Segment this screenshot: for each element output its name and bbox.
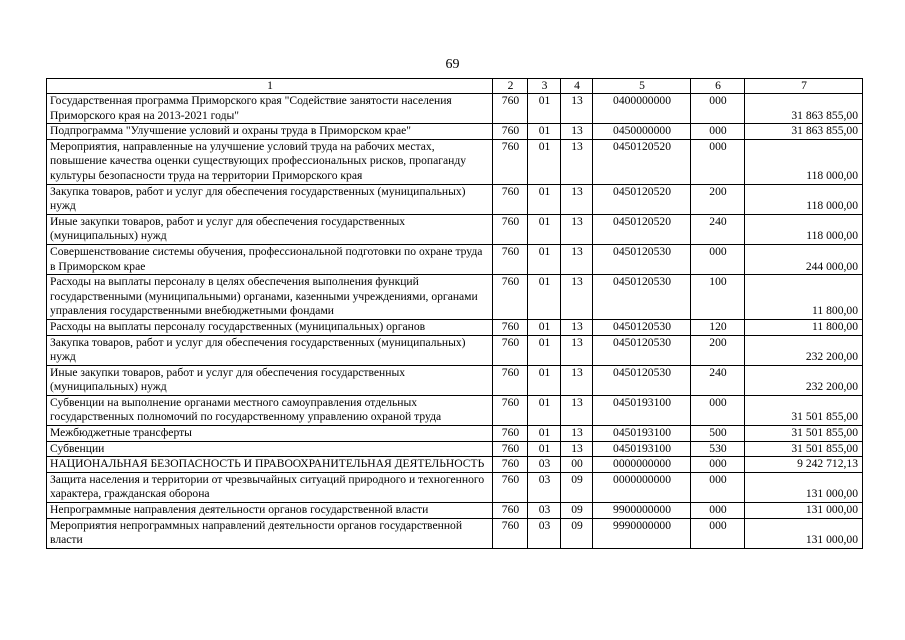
row-target-article-cell: 0000000000: [593, 457, 691, 473]
row-subsection-cell: 13: [561, 94, 593, 124]
row-name-cell: Защита населения и территории от чрезвычайных ситуаций природного и техногенного характера, гражданская оборона: [47, 472, 493, 502]
row-subsection-cell: 09: [561, 472, 593, 502]
row-ved-cell: 760: [493, 244, 528, 274]
row-target-article-cell: 9990000000: [593, 518, 691, 548]
row-section-cell: 01: [528, 275, 561, 320]
row-amount-cell: 232 200,00: [745, 335, 863, 365]
row-amount-cell: 31 501 855,00: [745, 395, 863, 425]
table-row: [47, 503, 863, 519]
row-target-article-cell: 0450120520: [593, 139, 691, 184]
row-amount-cell: 9 242 712,13: [745, 457, 863, 473]
row-subsection-cell: 13: [561, 335, 593, 365]
row-ved-cell: 760: [493, 124, 528, 140]
row-expense-type-cell: 240: [691, 214, 745, 244]
row-section-cell: 03: [528, 518, 561, 548]
row-amount-cell: 11 800,00: [745, 275, 863, 320]
row-ved-cell: 760: [493, 472, 528, 502]
row-ved-cell: 760: [493, 395, 528, 425]
row-section-cell: 01: [528, 441, 561, 457]
row-expense-type-cell: 000: [691, 124, 745, 140]
table-row: [47, 441, 863, 457]
row-expense-type-cell: 200: [691, 335, 745, 365]
row-ved-cell: 760: [493, 441, 528, 457]
row-amount-cell: 31 501 855,00: [745, 426, 863, 442]
row-expense-type-cell: 000: [691, 518, 745, 548]
row-section-cell: 01: [528, 124, 561, 140]
row-ved-cell: 760: [493, 365, 528, 395]
row-amount-cell: 118 000,00: [745, 214, 863, 244]
row-target-article-cell: 9900000000: [593, 503, 691, 519]
row-target-article-cell: 0450120530: [593, 244, 691, 274]
row-target-article-cell: 0450120530: [593, 275, 691, 320]
row-name-cell: Мероприятия непрограммных направлений деятельности органов государственной власти: [47, 518, 493, 548]
row-section-cell: 01: [528, 214, 561, 244]
row-name-cell: Мероприятия, направленные на улучшение условий труда на рабочих местах, повышение качества оценки существующих профессиональных рисков, пропаганду культуры безопасности труда на территории Приморского края: [47, 139, 493, 184]
table-row: [47, 94, 863, 124]
page-number: 69: [445, 57, 460, 72]
row-name-cell: Государственная программа Приморского края "Содействие занятости населения Приморского края на 2013-2021 годы": [47, 94, 493, 124]
row-target-article-cell: 0000000000: [593, 472, 691, 502]
row-ved-cell: 760: [493, 518, 528, 548]
row-section-cell: 03: [528, 503, 561, 519]
row-amount-cell: 31 863 855,00: [745, 124, 863, 140]
table-header-row: [47, 79, 863, 94]
row-expense-type-cell: 000: [691, 503, 745, 519]
row-expense-type-cell: 120: [691, 319, 745, 335]
row-target-article-cell: 0450120530: [593, 365, 691, 395]
row-expense-type-cell: 500: [691, 426, 745, 442]
row-ved-cell: 760: [493, 214, 528, 244]
column-header: 5: [593, 79, 691, 94]
row-expense-type-cell: 000: [691, 139, 745, 184]
row-section-cell: 01: [528, 319, 561, 335]
row-subsection-cell: 13: [561, 441, 593, 457]
row-section-cell: 01: [528, 184, 561, 214]
row-ved-cell: 760: [493, 139, 528, 184]
table-row: [47, 365, 863, 395]
row-expense-type-cell: 000: [691, 94, 745, 124]
row-subsection-cell: 13: [561, 365, 593, 395]
row-ved-cell: 760: [493, 94, 528, 124]
row-section-cell: 01: [528, 94, 561, 124]
row-amount-cell: 131 000,00: [745, 503, 863, 519]
row-amount-cell: 11 800,00: [745, 319, 863, 335]
row-amount-cell: 31 863 855,00: [745, 94, 863, 124]
row-target-article-cell: 0450120520: [593, 184, 691, 214]
row-subsection-cell: 13: [561, 184, 593, 214]
row-subsection-cell: 13: [561, 214, 593, 244]
row-target-article-cell: 0450193100: [593, 441, 691, 457]
row-section-cell: 01: [528, 426, 561, 442]
row-name-cell: Непрограммные направления деятельности органов государственной власти: [47, 503, 493, 519]
row-subsection-cell: 13: [561, 124, 593, 140]
row-ved-cell: 760: [493, 503, 528, 519]
row-name-cell: Подпрограмма "Улучшение условий и охраны труда в Приморском крае": [47, 124, 493, 140]
row-subsection-cell: 13: [561, 275, 593, 320]
table-body: [47, 79, 863, 549]
row-name-cell: Иные закупки товаров, работ и услуг для обеспечения государственных (муниципальных) нужд: [47, 365, 493, 395]
row-section-cell: 01: [528, 139, 561, 184]
row-name-cell: Субвенции: [47, 441, 493, 457]
row-expense-type-cell: 000: [691, 244, 745, 274]
row-subsection-cell: 13: [561, 426, 593, 442]
row-subsection-cell: 13: [561, 139, 593, 184]
table-row: [47, 124, 863, 140]
column-header: 2: [493, 79, 528, 94]
row-subsection-cell: 09: [561, 518, 593, 548]
table-row: [47, 472, 863, 502]
table-row: [47, 335, 863, 365]
row-target-article-cell: 0400000000: [593, 94, 691, 124]
table-row: [47, 184, 863, 214]
row-amount-cell: 244 000,00: [745, 244, 863, 274]
row-name-cell: Иные закупки товаров, работ и услуг для обеспечения государственных (муниципальных) нужд: [47, 214, 493, 244]
table-row: [47, 395, 863, 425]
row-ved-cell: 760: [493, 335, 528, 365]
row-amount-cell: 118 000,00: [745, 184, 863, 214]
column-header: 4: [561, 79, 593, 94]
row-expense-type-cell: 530: [691, 441, 745, 457]
row-name-cell: Закупка товаров, работ и услуг для обеспечения государственных (муниципальных) нужд: [47, 184, 493, 214]
table-row: [47, 275, 863, 320]
row-name-cell: Межбюджетные трансферты: [47, 426, 493, 442]
row-section-cell: 01: [528, 365, 561, 395]
row-section-cell: 01: [528, 244, 561, 274]
row-ved-cell: 760: [493, 319, 528, 335]
row-amount-cell: 131 000,00: [745, 518, 863, 548]
column-header: 3: [528, 79, 561, 94]
row-section-cell: 01: [528, 335, 561, 365]
table-row: [47, 139, 863, 184]
row-subsection-cell: 09: [561, 503, 593, 519]
row-ved-cell: 760: [493, 457, 528, 473]
row-target-article-cell: 0450120530: [593, 335, 691, 365]
row-name-cell: НАЦИОНАЛЬНАЯ БЕЗОПАСНОСТЬ И ПРАВООХРАНИТЕЛЬНАЯ ДЕЯТЕЛЬНОСТЬ: [47, 457, 493, 473]
table-row: [47, 214, 863, 244]
row-name-cell: Совершенствование системы обучения, профессиональной подготовки по охране труда в Приморском крае: [47, 244, 493, 274]
row-target-article-cell: 0450193100: [593, 426, 691, 442]
row-name-cell: Расходы на выплаты персоналу государственных (муниципальных) органов: [47, 319, 493, 335]
row-expense-type-cell: 200: [691, 184, 745, 214]
row-expense-type-cell: 240: [691, 365, 745, 395]
row-amount-cell: 232 200,00: [745, 365, 863, 395]
row-expense-type-cell: 000: [691, 457, 745, 473]
row-expense-type-cell: 000: [691, 472, 745, 502]
table-row: [47, 518, 863, 548]
column-header: 6: [691, 79, 745, 94]
column-header: 7: [745, 79, 863, 94]
row-expense-type-cell: 100: [691, 275, 745, 320]
budget-table: [46, 78, 863, 549]
row-subsection-cell: 13: [561, 395, 593, 425]
row-ved-cell: 760: [493, 184, 528, 214]
table-row: [47, 319, 863, 335]
row-ved-cell: 760: [493, 426, 528, 442]
row-section-cell: 03: [528, 472, 561, 502]
row-ved-cell: 760: [493, 275, 528, 320]
row-target-article-cell: 0450120530: [593, 319, 691, 335]
column-header: 1: [47, 79, 493, 94]
row-name-cell: Закупка товаров, работ и услуг для обеспечения государственных (муниципальных) нужд: [47, 335, 493, 365]
row-amount-cell: 131 000,00: [745, 472, 863, 502]
table-row: [47, 244, 863, 274]
row-name-cell: Расходы на выплаты персоналу в целях обеспечения выполнения функций государственными (муниципальными) органами, казенными учреждениями, органами управления государственными внебюджетными фондами: [47, 275, 493, 320]
row-section-cell: 03: [528, 457, 561, 473]
row-target-article-cell: 0450193100: [593, 395, 691, 425]
row-expense-type-cell: 000: [691, 395, 745, 425]
row-target-article-cell: 0450000000: [593, 124, 691, 140]
row-section-cell: 01: [528, 395, 561, 425]
row-subsection-cell: 13: [561, 244, 593, 274]
row-amount-cell: 118 000,00: [745, 139, 863, 184]
row-name-cell: Субвенции на выполнение органами местного самоуправления отдельных государственных полномочий по государственному управлению охраной труда: [47, 395, 493, 425]
table-row: [47, 457, 863, 473]
row-subsection-cell: 13: [561, 319, 593, 335]
row-amount-cell: 31 501 855,00: [745, 441, 863, 457]
table-row: [47, 426, 863, 442]
row-subsection-cell: 00: [561, 457, 593, 473]
row-target-article-cell: 0450120520: [593, 214, 691, 244]
